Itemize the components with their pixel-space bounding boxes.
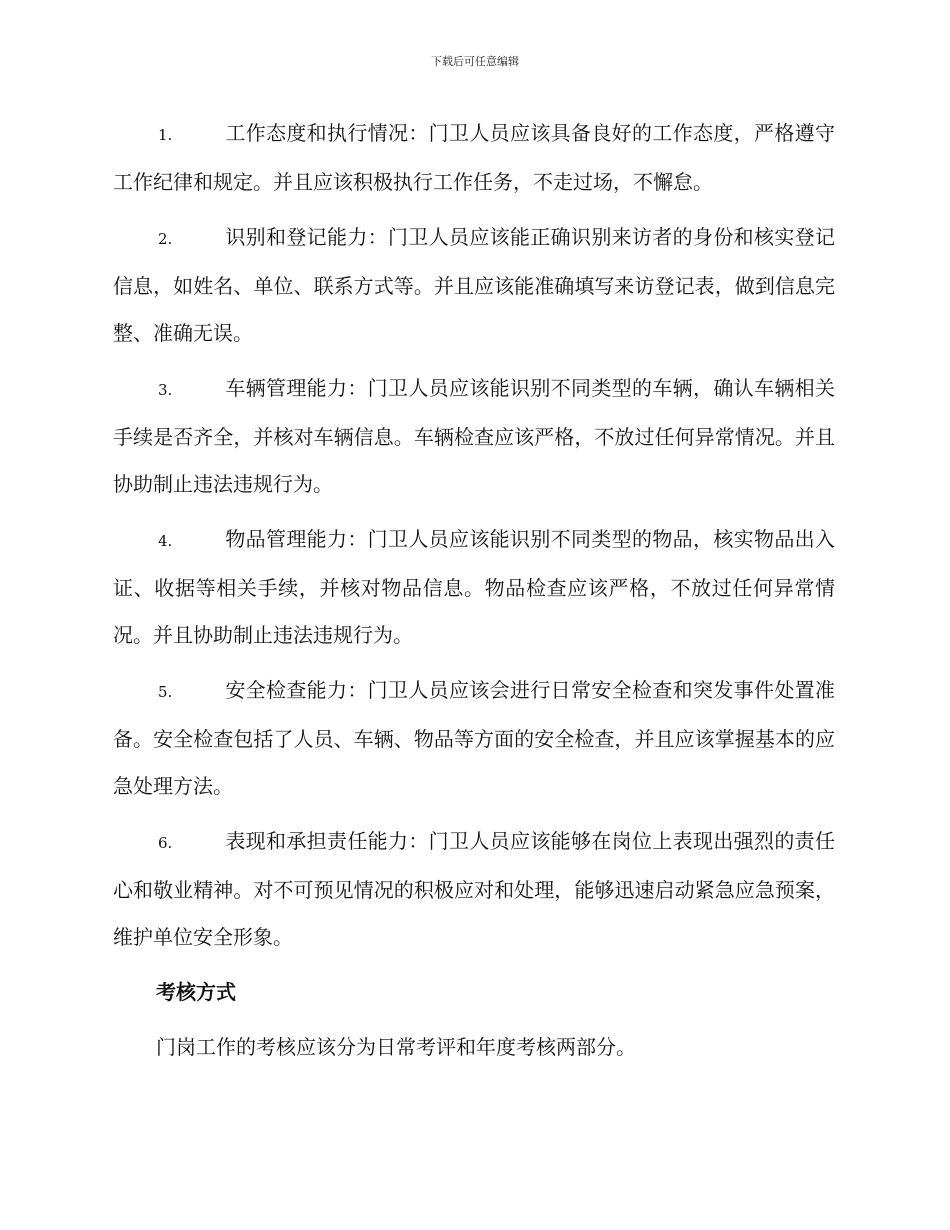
list-item-number: 1. [158,126,173,144]
list-item-text: 工作态度和执行情况：门卫人员应该具备良好的工作态度，严格遵守工作纪律和规定。并且应该积极执行工作任务，不走过场，不懈怠。 [113,121,835,194]
list-item-number: 6. [158,834,173,852]
list-item-3 [113,365,835,508]
list-item-1 [113,110,835,206]
list-item-text: 表现和承担责任能力：门卫人员应该能够在岗位上表现出强烈的责任心和敬业精神。对不可预见情况的积极应对和处理，能够迅速启动紧急应急预案，维护单位安全形象。 [113,829,835,949]
list-item-text: 识别和登记能力：门卫人员应该能正确识别来访者的身份和核实登记信息，如姓名、单位、联系方式等。并且应该能准确填写来访登记表，做到信息完整、准确无误。 [113,225,835,345]
list-item-text: 车辆管理能力：门卫人员应该能识别不同类型的车辆，确认车辆相关手续是否齐全，并核对车辆信息。车辆检查应该严格，不放过任何异常情况。并且协助制止违法违规行为。 [113,376,835,496]
list-item-2 [113,214,835,357]
section-paragraph: 门岗工作的考核应该分为日常考评和年度考核两部分。 [156,1035,636,1059]
list-item-number: 2. [158,230,173,248]
list-item-number: 4. [158,532,173,550]
list-item-text: 物品管理能力：门卫人员应该能识别不同类型的物品，核实物品出入证、收据等相关手续，并核对物品信息。物品检查应该严格，不放过任何异常情况。并且协助制止违法违规行为。 [113,527,835,647]
list-item-5 [113,667,835,810]
list-item-number: 3. [158,381,173,399]
section-heading: 考核方式 [156,980,236,1004]
document-body [113,110,835,1071]
page-header-note: 下载后可任意编辑 [431,55,519,68]
list-item-number: 5. [158,683,173,701]
list-item-4 [113,516,835,659]
list-item-6 [113,818,835,961]
list-item-text: 安全检查能力：门卫人员应该会进行日常安全检查和突发事件处置准备。安全检查包括了人员、车辆、物品等方面的安全检查，并且应该掌握基本的应急处理方法。 [113,678,835,798]
